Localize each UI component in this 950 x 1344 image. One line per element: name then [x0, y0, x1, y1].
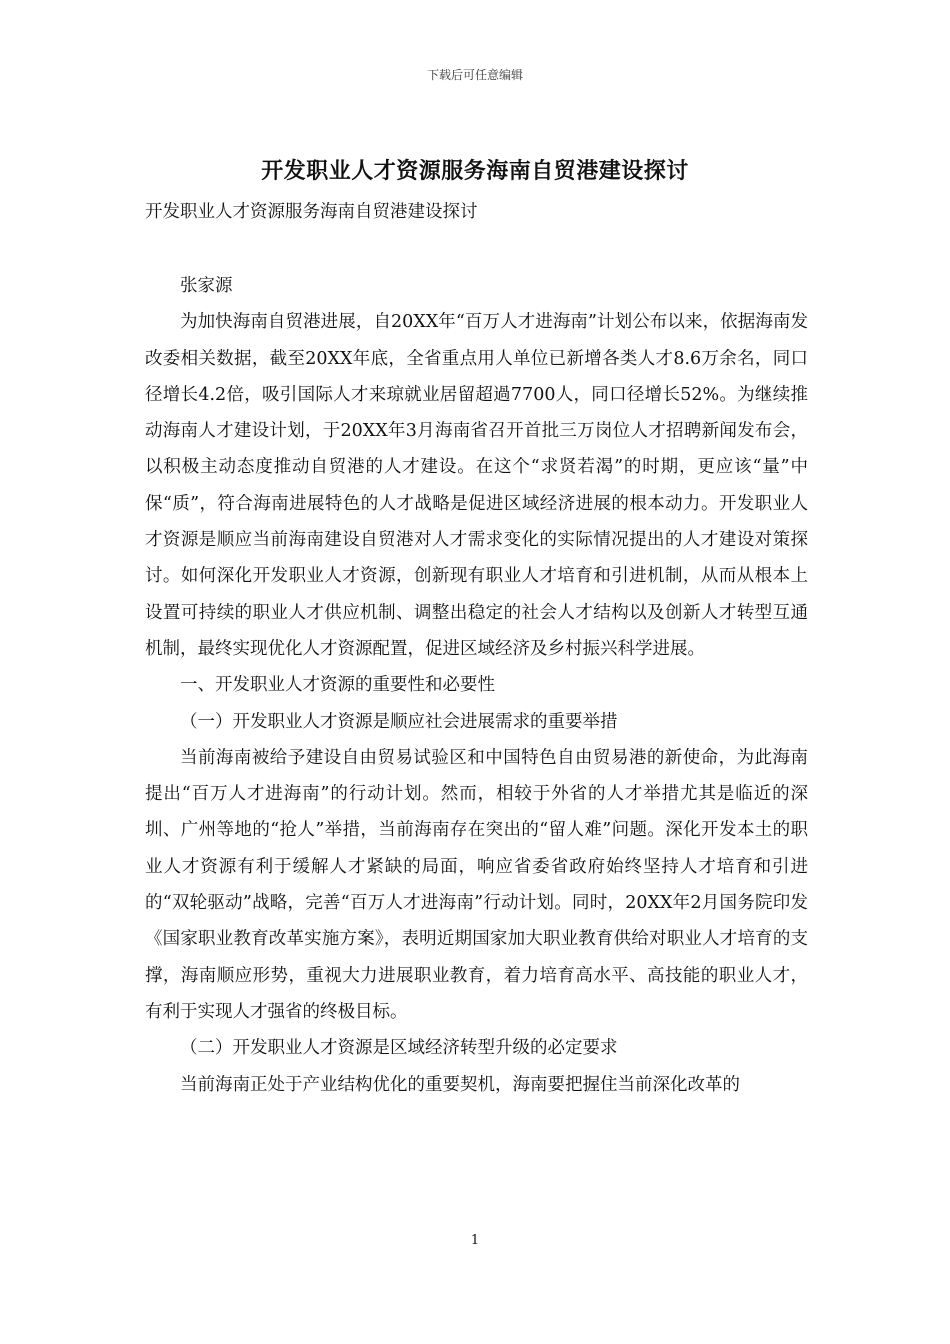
paragraph: 当前海南被给予建设自由贸易试验区和中国特色自由贸易港的新使命，为此海南提出“百万人才进海南”的行动计划。然而，相较于外省的人才举措尤其是临近的深圳、广州等地的“抢人”举措，当前海南存在突出的“留人难”问题。深化开发本土的职业人才资源有利于缓解人才紧缺的局面，响应省委省政府始终坚持人才培育和引进的“双轮驱动”战略，完善“百万人才进海南”行动计划。同时，20XX年2月国务院印发《国家职业教育改革实施方案》，表明近期国家加大职业教育供给对职业人才培育的支撑，海南顺应形势，重视大力进展职业教育，着力培育高水平、高技能的职业人才，有利于实现人才强省的终极目标。: [145, 747, 808, 1022]
document-subtitle: 开发职业人才资源服务海南自贸港建设探讨: [145, 202, 478, 222]
paragraph: 当前海南正处于产业结构优化的重要契机，海南要把握住当前深化改革的: [180, 1074, 740, 1095]
document-body: [145, 268, 808, 1103]
paragraph: 为加快海南自贸港进展，自20XX年“百万人才进海南”计划公布以来，依据海南发改委相关数据，截至20XX年底，全省重点用人单位已新增各类人才8.6万余名，同口径增长4.2倍，吸引国际人才来琼就业居留超過7700人，同口径增长52%。为继续推动海南人才建设计划，于20XX年3月海南省召开首批三万岗位人才招聘新闻发布会，以积极主动态度推动自贸港的人才建设。在这个“求贤若渴”的时期，更应该“量”中保“质”，符合海南进展特色的人才战略是促进区域经济进展的根本动力。开发职业人才资源是顺应当前海南建设自贸港对人才需求变化的实际情况提出的人才建设对策探讨。如何深化开发职业人才资源，创新现有职业人才培育和引进机制，从而从根本上设置可持续的职业人才供应机制、调整出稳定的社会人才结构以及创新人才转型互通机制，最终实现优化人才资源配置，促进区域经济及乡村振兴科学进展。: [145, 312, 808, 659]
page-number: 1: [470, 1233, 480, 1248]
section-heading: 一、开发职业人才资源的重要性和必要性: [180, 675, 495, 696]
subsection-heading: （一）开发职业人才资源是顺应社会进展需求的重要举措: [180, 711, 618, 732]
document-title: 开发职业人才资源服务海南自贸港建设探讨: [261, 158, 689, 184]
author-name: 张家源: [180, 276, 233, 296]
subsection-heading: （二）开发职业人才资源是区域经济转型升级的必定要求: [180, 1038, 618, 1059]
header-note: 下载后可任意编辑: [426, 68, 523, 82]
